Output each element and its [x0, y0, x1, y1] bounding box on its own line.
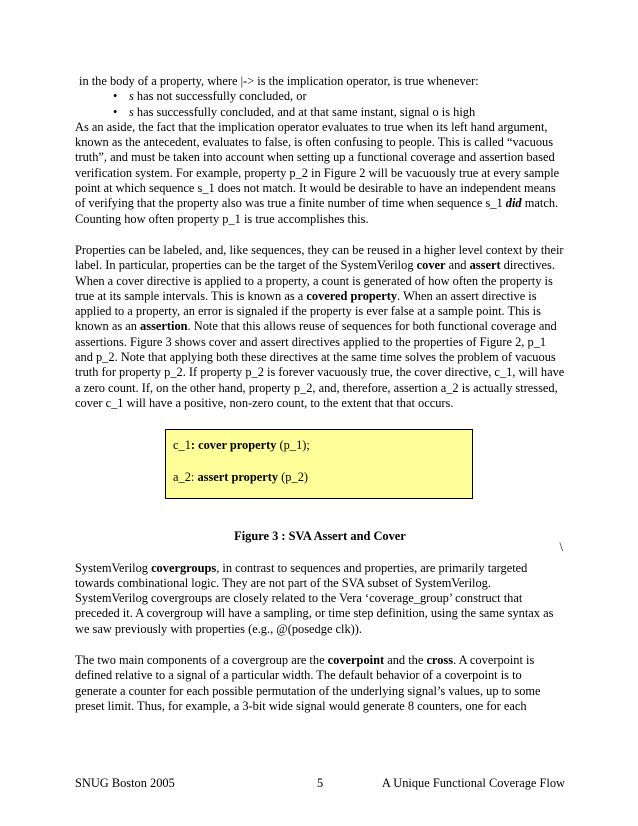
page-number: 5	[317, 776, 324, 790]
sequence-name: s	[129, 104, 134, 119]
bold-term: assertion	[140, 319, 188, 334]
paragraph-text: SystemVerilog	[75, 560, 152, 575]
figure-caption: Figure 3 : SVA Assert and Cover	[234, 529, 406, 544]
list-item	[113, 104, 565, 120]
code-label: a_2:	[173, 469, 198, 484]
emphasis-text: did	[505, 196, 522, 211]
bold-term: coverpoint	[327, 653, 385, 668]
bold-term: assert	[469, 258, 501, 273]
sequence-name: s	[129, 89, 134, 104]
paragraph-text: The two main components of a covergroup are the	[75, 653, 328, 668]
paragraph-text: . A coverpoint is defined relative to a signal of a particular width. The default behavior of a coverpoint is to generate a counter for each possible permutation of the underlying signal’s values, up to some preset limit. Thus, for example, a 3-bit wide signal would generate 8 counters, one for each	[75, 653, 541, 713]
paragraph-text: directives. When a cover directive is applied to a property, a count is generated of how often the property is true at its sample intervals. This is known as a	[75, 258, 555, 303]
paragraph-covergroups	[75, 561, 565, 637]
bullet-glyph: •	[113, 89, 118, 104]
code-arg: (p_2)	[278, 469, 309, 484]
code-label: c_1	[173, 438, 191, 453]
code-line-cover	[173, 438, 472, 453]
bold-term: cross	[426, 653, 454, 668]
bold-term: covergroups	[151, 560, 217, 575]
paragraph-text: , in contrast to sequences and properties, are primarily targeted towards combinational logic. They are not part of the SVA subset of SystemVerilog. SystemVerilog covergroups are closely related to the Vera ‘coverage_group’ construct that preceded it. A covergroup will have a sampling, or time step definition, using the same syntax as we saw previously with properties (e.g., @(posedge clk)).	[75, 560, 554, 636]
bullet-text: has successfully concluded, and at that same instant, signal o is high	[133, 104, 476, 119]
paragraph-text: and the	[384, 653, 427, 668]
bold-term: covered property	[306, 288, 398, 303]
bullet-glyph: •	[113, 104, 118, 119]
code-keyword: : cover property	[190, 438, 277, 453]
paragraph-text: match. Counting how often property p_1 is true accomplishes this.	[75, 196, 559, 226]
figure-3	[75, 411, 565, 523]
list-item	[113, 89, 565, 104]
code-arg: (p_1);	[276, 438, 310, 453]
paragraph-vacuous-truth	[75, 120, 565, 227]
paragraph-text: . When an assert directive is applied to a property, an error is signaled if the property is ever false at a sample point. This is known as an	[75, 288, 541, 334]
bullet-text: has not successfully concluded, or	[133, 89, 307, 104]
footer-conference: SNUG Boston 2005	[75, 776, 175, 790]
stray-backslash: \	[559, 540, 563, 554]
footer-title: A Unique Functional Coverage Flow	[381, 776, 565, 790]
page-body	[75, 74, 565, 714]
code-line-assert	[173, 470, 472, 485]
bullet-list	[75, 89, 565, 120]
paragraph-text: Properties can be labeled, and, like sequences, they can be reused in a higher level context by their label. In particular, properties can be the target of the SystemVerilog	[75, 242, 564, 273]
code-box	[165, 429, 473, 499]
page-footer	[75, 776, 565, 792]
paragraph-properties	[75, 243, 565, 411]
paragraph-text: As an aside, the fact that the implication operator evaluates to true when its left hand argument, known as the antecedent, evaluates to false, is often confusing to people. This is called “vacuous truth”, and must be taken into account when setting up a functional coverage and assertion based verification system. For example, property p_2 in Figure 2 will be vacuously true at every sample point at which sequence s_1 does not match. It would be desirable to have an independent means of verifying that the property also was true a finite number of time when sequence s_1	[75, 119, 560, 211]
paragraph-text: . Note that this allows reuse of sequences for both functional coverage and assertions. Figure 3 shows cover and assert directives applied to the properties of Figure 2, p_1 and p_2. Note that applying both these directives at the same time solves the problem of vacuous truth for property p_2. If property p_2 is forever vacuously true, the cover directive, c_1, will have a zero count. If, on the other hand, property p_2, and, therefore, assertion a_2 is actually stressed, cover c_1 will have a positive, non-zero count, to the extent that that occurs.	[75, 319, 565, 410]
paragraph-coverpoint	[75, 653, 565, 714]
bold-term: cover	[416, 258, 446, 273]
code-keyword: assert property	[197, 469, 279, 484]
intro-line: in the body of a property, where |-> is the implication operator, is true whenever:	[79, 74, 479, 88]
paragraph-text: and	[445, 258, 470, 273]
